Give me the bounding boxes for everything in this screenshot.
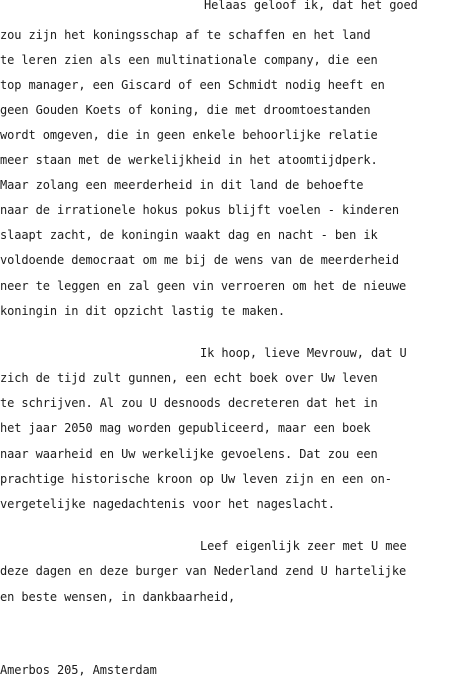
letter-line: top manager, een Giscard of een Schmidt nodig heeft en	[0, 78, 385, 92]
letter-line: te schrijven. Al zou U desnoods decreteren dat het in	[0, 396, 378, 410]
letter-line: koningin in dit opzicht lastig te maken.	[0, 304, 285, 318]
letter-line: Ik hoop, lieve Mevrouw, dat U	[200, 346, 407, 360]
letter-line: naar de irrationele hokus pokus blijft voelen - kinderen	[0, 203, 399, 217]
letter-line: deze dagen en deze burger van Nederland zend U hartelijke	[0, 564, 407, 578]
letter-line: Helaas geloof ik, dat het goed	[204, 0, 418, 12]
letter-line: Maar zolang een meerderheid in dit land de behoefte	[0, 178, 364, 192]
letter-line: neer te leggen en zal geen vin verroeren om het de nieuwe	[0, 279, 407, 293]
sender-address: Amerbos 205, Amsterdam	[0, 663, 157, 677]
letter-line: vergetelijke nagedachtenis voor het nageslacht.	[0, 497, 335, 511]
letter-line: naar waarheid en Uw werkelijke gevoelens. Dat zou een	[0, 447, 378, 461]
letter-line: slaapt zacht, de koningin waakt dag en nacht - ben ik	[0, 228, 378, 242]
letter-line: zou zijn het koningsschap af te schaffen en het land	[0, 28, 371, 42]
letter-line: meer staan met de werkelijkheid in het atoomtijdperk.	[0, 153, 378, 167]
letter-line: prachtige historische kroon op Uw leven zijn en een on-	[0, 472, 392, 486]
letter-line: het jaar 2050 mag worden gepubliceerd, maar een boek	[0, 421, 371, 435]
letter-line: geen Gouden Koets of koning, die met droomtoestanden	[0, 103, 371, 117]
letter-line: zich de tijd zult gunnen, een echt boek over Uw leven	[0, 371, 378, 385]
letter-line: en beste wensen, in dankbaarheid,	[0, 590, 236, 604]
letter-line: te leren zien als een multinationale company, die een	[0, 53, 378, 67]
letter-line: voldoende democraat om me bij de wens van de meerderheid	[0, 253, 399, 267]
letter-line: Leef eigenlijk zeer met U mee	[200, 539, 407, 553]
letter-line: wordt omgeven, die in geen enkele behoorlijke relatie	[0, 128, 378, 142]
